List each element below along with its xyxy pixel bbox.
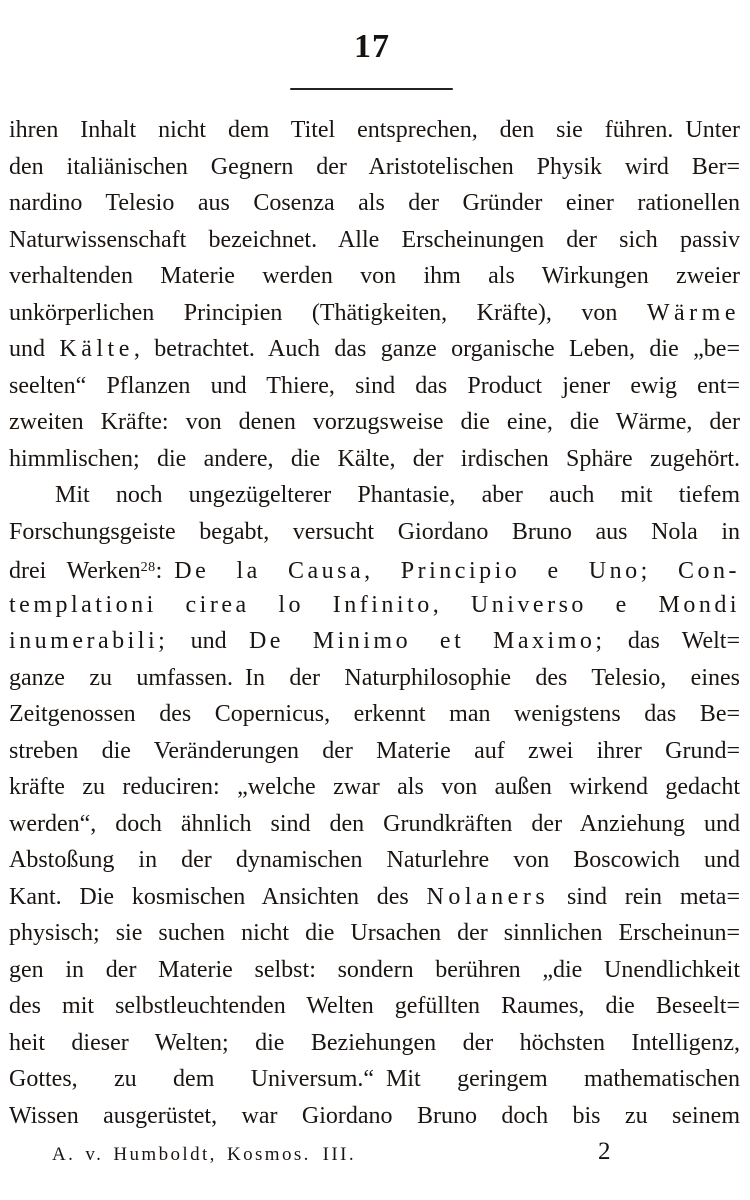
text-line <box>9 915 740 952</box>
text-segment: und <box>9 336 60 362</box>
text-line <box>9 879 740 916</box>
text-segment: : <box>155 558 175 584</box>
text-line <box>9 952 740 989</box>
text-segment: unkörperlichen Principien (Thätigkeiten, Kräfte), von <box>9 299 647 326</box>
text-line <box>9 1098 740 1135</box>
text-line <box>9 331 740 368</box>
text-segment: Abstoßung in der dynamischen Naturlehre von Boscowich und <box>9 847 740 873</box>
text-segment: drei Werken <box>9 558 141 584</box>
text-segment: De Minimo et Maximo; <box>248 628 606 654</box>
text-line <box>9 295 740 332</box>
text-segment: inumerabili; <box>9 628 169 654</box>
text-segment: templationi cirea lo Infinito, Universo e Mondi <box>9 591 740 618</box>
text-segment: Naturwissenschaft bezeichnet. Alle Erscheinungen der sich passiv <box>9 226 740 253</box>
text-line <box>9 623 740 660</box>
header-rule <box>290 88 453 90</box>
text-segment: ganze zu umfassen. In der Naturphilosophie des Telesio, eines <box>9 664 740 691</box>
text-line <box>9 1061 740 1098</box>
text-line <box>9 696 740 733</box>
text-segment: gen in der Materie selbst: sondern berühren „die Unendlichkeit <box>9 956 740 983</box>
text-segment: werden“, doch ähnlich sind den Grundkräften der Anziehung und <box>9 810 740 837</box>
text-segment: De la Causa, Principio e Uno; Con- <box>174 558 740 584</box>
text-segment: Gottes, zu dem Universum.“ Mit geringem mathematischen <box>9 1066 740 1092</box>
page-number: 17 <box>354 28 390 65</box>
text-line <box>9 258 740 295</box>
text-segment: , betrachtet. Auch das ganze organische Leben, die „be= <box>133 336 740 362</box>
text-segment: verhaltenden Materie werden von ihm als Wirkungen zweier <box>9 263 740 289</box>
text-segment: heit dieser Welten; die Beziehungen der höchsten Intelligenz, <box>9 1029 740 1056</box>
text-segment: ihren Inhalt nicht dem Titel entsprechen, den sie führen. Unter <box>9 117 740 143</box>
footnote-marker: 28 <box>140 560 156 575</box>
body-text <box>9 112 740 1134</box>
text-segment: Zeitgenossen des Copernicus, erkennt man wenigstens das Be= <box>9 701 740 727</box>
text-segment: Kant. Die kosmischen Ansichten des <box>9 883 427 910</box>
text-segment: das Welt= <box>605 628 741 654</box>
text-line <box>9 477 740 514</box>
footer-signature-number: 2 <box>598 1138 611 1165</box>
text-line <box>9 988 740 1025</box>
footer-citation: A. v. Humboldt, Kosmos. III. <box>52 1144 357 1165</box>
text-line <box>9 368 740 405</box>
text-segment: Wärme <box>646 299 740 326</box>
page-footer <box>0 1138 750 1183</box>
text-line <box>9 441 740 478</box>
text-line <box>9 112 740 149</box>
text-segment: und <box>168 628 249 654</box>
text-line <box>9 514 740 551</box>
text-line <box>9 149 740 186</box>
text-line <box>9 769 740 806</box>
text-segment: des mit selbstleuchtenden Welten gefüllten Raumes, die Beseelt= <box>9 993 740 1019</box>
text-line <box>9 660 740 697</box>
text-segment: physisch; sie suchen nicht die Ursachen der sinnlichen Erscheinun= <box>9 920 740 946</box>
text-segment: nardino Telesio aus Cosenza als der Gründer einer rationellen <box>9 190 740 216</box>
text-line <box>9 185 740 222</box>
text-line <box>9 1025 740 1062</box>
text-segment: seelten“ Pflanzen und Thiere, sind das Product jener ewig ent= <box>9 372 740 399</box>
text-line <box>9 733 740 770</box>
text-line <box>9 587 740 624</box>
text-line <box>9 806 740 843</box>
text-segment: streben die Veränderungen der Materie auf zwei ihrer Grund= <box>9 737 740 764</box>
text-segment: den italiänischen Gegnern der Aristotelischen Physik wird Ber= <box>9 153 740 180</box>
text-line <box>9 842 740 879</box>
text-segment: zweiten Kräfte: von denen vorzugsweise die eine, die Wärme, der <box>9 409 740 435</box>
text-segment: kräfte zu reduciren: „welche zwar als von außen wirkend gedacht <box>9 774 740 800</box>
text-segment: Forschungsgeiste begabt, versucht Giordano Bruno aus Nola in <box>9 518 740 545</box>
text-segment: himmlischen; die andere, die Kälte, der irdischen Sphäre zugehört. <box>9 445 740 472</box>
text-line <box>9 222 740 259</box>
text-segment: Wissen ausgerüstet, war Giordano Bruno doch bis zu seinem <box>9 1102 740 1129</box>
text-segment: Kälte <box>59 336 134 362</box>
text-line <box>9 550 740 587</box>
text-segment: Mit noch ungezügelterer Phantasie, aber auch mit tiefem <box>55 482 740 508</box>
text-segment: Nolaners <box>426 883 550 910</box>
text-line <box>9 404 740 441</box>
text-segment: sind rein meta= <box>549 883 740 910</box>
